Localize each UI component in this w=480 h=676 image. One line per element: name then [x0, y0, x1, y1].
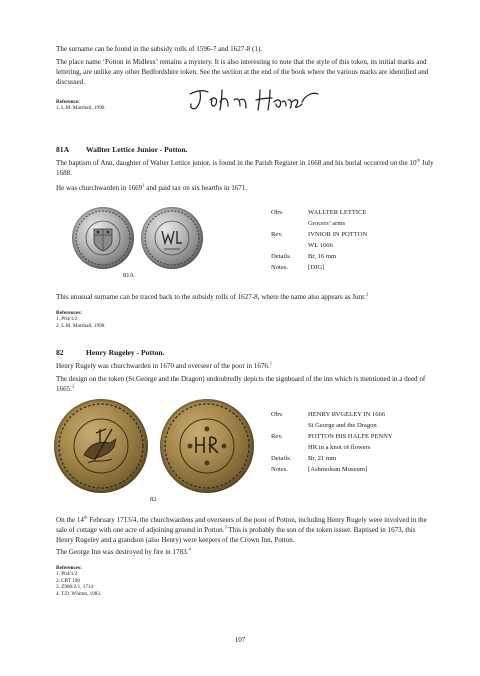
section-heading-82: 82 Henry Rugeley - Potton. — [56, 348, 165, 357]
s82-paragraph-1: Henry Rugely was churchwarden in 1670 and overseer of the poor in 1676.$^1$ — [56, 360, 272, 370]
token-82-reverse-image — [160, 399, 254, 493]
handwritten-signature — [184, 84, 324, 114]
token-81a-obverse-image — [72, 207, 134, 269]
s82-paragraph-4: The George Inn was destroyed by fire in 1783.$^4$ — [56, 546, 191, 556]
s81a-paragraph-1: The baptism of Ann, daughter of Walter Lettice junior, is found in the Parish Register in 1668 and his burial occurred on the 10th July 1688. — [56, 157, 434, 177]
section-heading-81a: 81A Wallter Lettice Junior - Potton. — [56, 145, 188, 154]
s82-references: References: 1. P64/1/2 2. CRT 190 3. Z980/2/1, 1714 4. T.D. Whittet, 1983. — [56, 565, 102, 597]
intro-reference: Reference: 1. L.M. Marshall, 1990. — [56, 99, 106, 112]
intro-paragraph-2: The place name ‘Potton in Midlesx’ remains a mystery. It is also interesting to note that the style of this token, its initial marks and lettering, are unlike any other Bedfordshire token. See the section at the end of the book where the various marks are identified and discussed. — [56, 58, 429, 86]
s81a-references: References: 1. P64/1/2 2. L.M. Marshall, 1990. — [56, 310, 106, 329]
s82-details-table: Obv. HENRY RVGELEY IN 1666 St George and the Dragon Rev. POTTON HIS HALFE PENNY HR in a knot of flowers Details. Br, 21 mm Notes. [Ashmolean Museum] — [271, 411, 393, 473]
s81a-paragraph-2: He was churchwarden in 1669$^1$ and paid tax on six hearths in 1671. — [56, 182, 248, 192]
token-81a-reverse-image — [141, 207, 203, 269]
intro-paragraph-1: The surname can be found in the subsidy rolls of 1596-7 and 1627-8 (1). — [56, 45, 263, 53]
page-number: 107 — [234, 636, 246, 644]
s81a-image-caption: 81A — [123, 272, 135, 279]
s82-paragraph-2: The design on the token (St George and the Dragon) undoubtedly depicts the signboard of the inn which is mentioned in a deed of 1665.$^2$ — [56, 375, 426, 393]
s82-paragraph-3: On the 14th February 1713/4, the churchwardens and overseers of the poor of Potton, including Henry Rugely were involved in the sale of cottage with one acre of adjoining ground in Potton.$^3$ This is probably the son of the token issuer. Baptised in 1673, this Henry Rugeley and a grandson (also Henry) were keepers of the Crown Inn, Potton. — [56, 514, 427, 544]
token-82-obverse-image — [54, 399, 148, 493]
s81a-paragraph-3: This unusual surname can be traced back to the subsidy rolls of 1627-8, where the name also appears as Junr.$^2$ — [56, 291, 369, 301]
s81a-details-table: Obv. WALLTER LETTICE Grocers’ arms Rev. IVNIOR IN POTTON WL 1666 Details. Br, 16 mm Notes. [DJG] — [271, 209, 368, 271]
s82-image-caption: 82 — [150, 496, 157, 503]
